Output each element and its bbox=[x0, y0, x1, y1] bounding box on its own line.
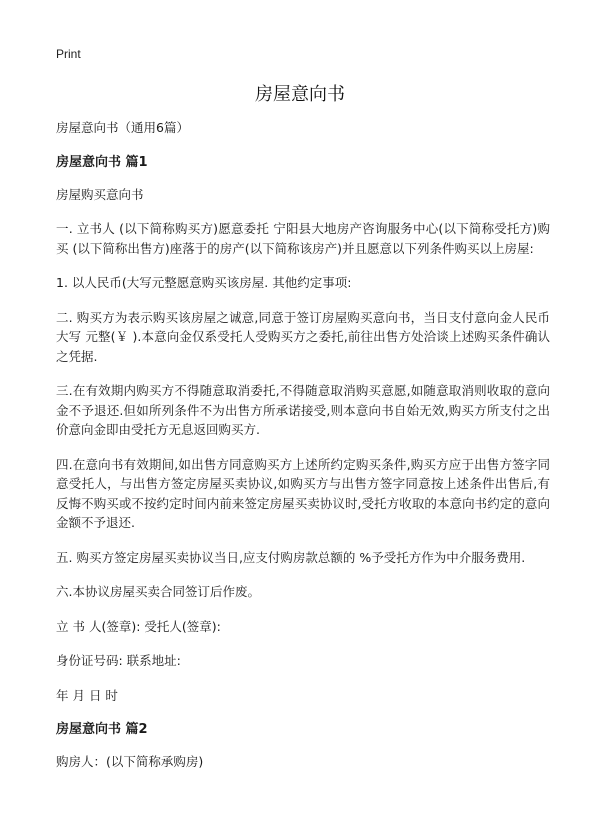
paragraph: 六.本协议房屋买卖合同签订后作废。 bbox=[56, 584, 260, 599]
paragraph: 二. 购买方为表示购买该房屋之诚意,同意于签订房屋购买意向书，当日支付意向金人民币大写 元整(￥ ).本意向金仅系受托人受购买方之委托,前往出售方处洽谈上述购买条件确认之凭据. bbox=[56, 309, 550, 364]
paragraph: 四.在意向书有效期间,如出售方同意购买方上述所约定购买条件,购买方应于出售方签字同意受托人，与出售方签定房屋买卖协议,如购买方与出售方签字同意按上述条件出售后,有反悔不购买或不按约定时间内前来签定房屋买卖协议时,受托方收取的本意向书约定的意向金额不予退还. bbox=[56, 456, 550, 530]
date-line: 年 月 日 时 bbox=[56, 687, 118, 703]
id-address-line: 身份证号码: 联系地址: bbox=[56, 653, 181, 668]
paragraph: 三.在有效期内购买方不得随意取消委托,不得随意取消购买意愿,如随意取消则收取的意向金不予退还.但如所列条件不为出售方所承诺接受,则本意向书自始无效,购买方所支付之出价意向金即由受托方无息返回购买方. bbox=[56, 383, 550, 437]
paragraph: 房屋购买意向书 bbox=[56, 186, 144, 202]
paragraph: 购房人：(以下简称承购房) bbox=[56, 754, 204, 769]
paragraph: 五. 购买方签定房屋买卖协议当日,应支付购房款总额的 %予受托方作为中介服务费用. bbox=[56, 549, 526, 565]
document-title: 房屋意向书 bbox=[255, 84, 345, 105]
document-body bbox=[56, 118, 550, 787]
document-subtitle: 房屋意向书（通用6篇） bbox=[56, 120, 189, 135]
section-heading-1: 房屋意向书 篇1 bbox=[56, 154, 148, 170]
paragraph: 一. 立书人 (以下简称购买方)愿意委托 宁阳县大地房产咨询服务中心(以下简称受托方)购买 (以下简称出售方)座落于的房产(以下简称该房产)并且愿意以下列条件购买以上房屋: bbox=[56, 221, 550, 256]
section-heading-2: 房屋意向书 篇2 bbox=[56, 722, 148, 737]
paragraph: 1. 以人民币(大写元整愿意购买该房屋. 其他约定事项: bbox=[56, 275, 352, 290]
signature-line: 立 书 人(签章): 受托人(签章): bbox=[56, 618, 221, 634]
print-label: Print bbox=[56, 47, 81, 61]
